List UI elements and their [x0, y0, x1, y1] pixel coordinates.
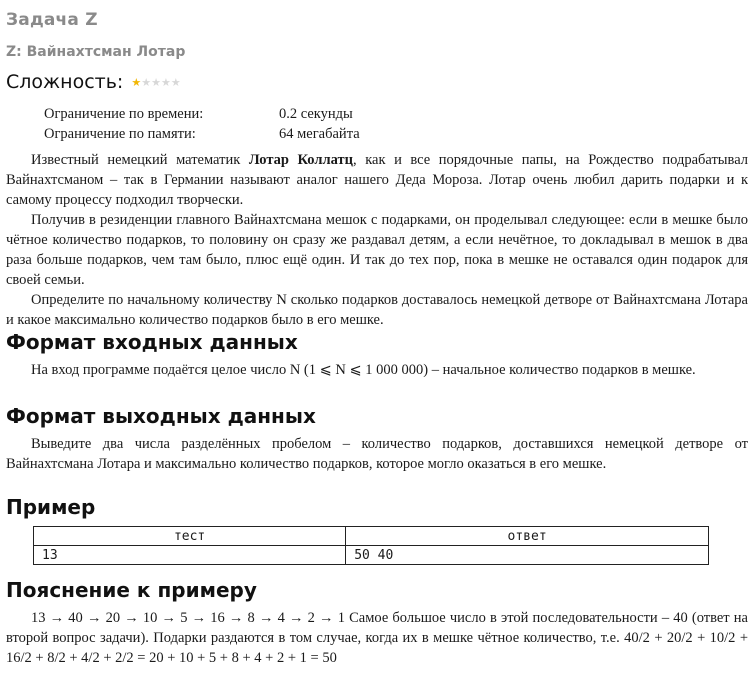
statement-p1-end: , как и все порядочные папы, на Рождество подрабатывал Вайнахтсманом – так в Германии называют аналог нашего Деда Мороза. Лотар очень любил дарить подарки и к самому процессу подходил творчески. — [6, 152, 748, 208]
statement-paragraph-1 — [6, 150, 748, 210]
memory-limit-label: Ограничение по памяти: — [44, 126, 196, 142]
memory-limit-value: 64 мегабайта — [279, 126, 360, 142]
example-output-cell: 50 40 — [346, 546, 709, 565]
statement-paragraph-2: Получив в резиденции главного Вайнахтсмана мешок с подарками, он проделывал следующее: если в мешке было чётное количество подарков, то половину он сразу же раздавал детям, а если нечётное, то докладывал в мешок в два раза больше подарков, чем там было, плюс ещё один. И так до тех пор, пока в мешке не оставался один подарок для своей семьи. — [6, 212, 748, 288]
explanation-heading: Пояснение к примеру — [6, 578, 257, 602]
task-subtitle: Z: Вайнахтсман Лотар — [6, 44, 186, 60]
input-format-text: На вход программе подаётся целое число N (1 ⩽ N ⩽ 1 000 000) – начальное количество подарков в мешке. — [31, 362, 696, 378]
statement-paragraph-3: Определите по начальному количеству N сколько подарков доставалось немецкой детворе от Вайнахтсмана Лотара и какое максимально количество подарков было в его мешке. — [6, 292, 748, 328]
mathematician-name: Лотар Коллатц — [248, 152, 353, 168]
time-limit-value: 0.2 секунды — [279, 106, 353, 122]
difficulty-stars — [131, 77, 180, 88]
star-filled-icon: ★ — [131, 75, 142, 89]
limits-block — [44, 104, 360, 144]
statement-p1-start: Известный немецкий математик — [31, 152, 249, 168]
example-heading: Пример — [6, 495, 96, 519]
example-table-header — [34, 527, 709, 546]
output-format-text: Выведите два числа разделённых пробелом – количество подарков, доставшихся немецкой детворе от Вайнахтсмана Лотара и максимально количество подарков, которое могло оказаться в его мешке. — [6, 436, 748, 472]
explanation-text: 13 → 40 → 20 → 10 → 5 → 16 → 8 → 4 → 2 → 1 Самое большое число в этой последовательности – 40 (ответ на второй вопрос задачи). Подарки раздаются в том случае, когда их в мешке чётное количество, т.е. 40/2 + 20/2 + 10/2 + 16/2 + 8/2 + 4/2 + 2/2 = 20 + 10 + 5 + 8 + 4 + 2 + 1 = 50 — [6, 610, 748, 666]
time-limit-label: Ограничение по времени: — [44, 106, 204, 122]
input-format-heading: Формат входных данных — [6, 330, 298, 354]
difficulty-row — [6, 71, 181, 93]
example-table — [33, 526, 709, 565]
star-empty-icon: ★ — [141, 75, 152, 89]
difficulty-label: Сложность: — [6, 71, 124, 93]
column-test: тест — [34, 527, 346, 546]
star-empty-icon: ★ — [151, 75, 161, 89]
star-empty-icon: ★ — [170, 75, 181, 89]
task-title: Задача Z — [6, 10, 98, 30]
output-format-heading: Формат выходных данных — [6, 404, 316, 428]
table-row — [34, 546, 709, 565]
example-input-cell: 13 — [34, 546, 346, 565]
time-limit-row — [44, 104, 360, 124]
star-empty-icon: ★ — [160, 75, 171, 89]
memory-limit-row — [44, 124, 360, 144]
column-answer: ответ — [346, 527, 709, 546]
